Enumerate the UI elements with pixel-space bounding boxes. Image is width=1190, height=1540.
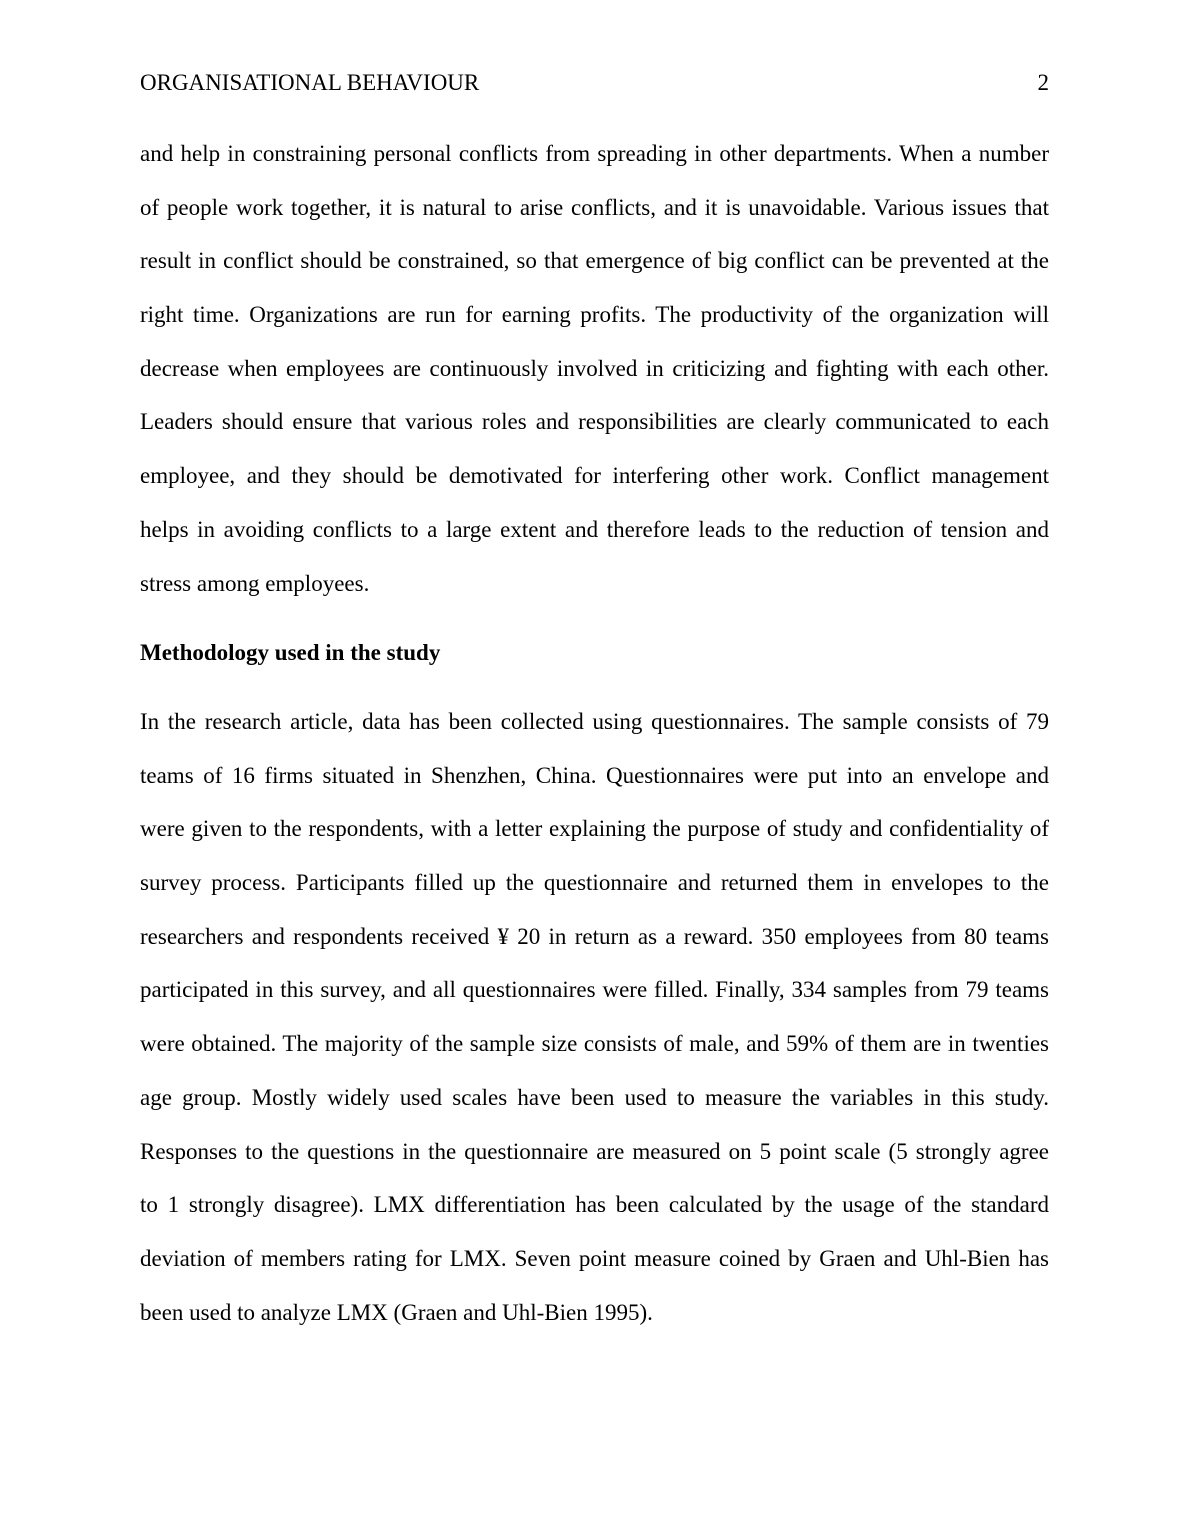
text-line: were obtained. The majority of the sample size consists of male, and 59% of them are in twenties	[140, 1031, 1049, 1057]
text-line: decrease when employees are continuously involved in criticizing and fighting with each other.	[140, 355, 1049, 381]
running-head: ORGANISATIONAL BEHAVIOUR	[140, 70, 480, 95]
text-line: result in conflict should be constrained, so that emergence of big conflict can be prevented at the	[140, 248, 1049, 274]
paragraph-methodology	[140, 707, 1049, 1351]
text-line: were given to the respondents, with a letter explaining the purpose of study and confidentiality of	[140, 816, 1049, 842]
text-line: Leaders should ensure that various roles and responsibilities are clearly communicated to each	[140, 409, 1049, 435]
text-line: deviation of members rating for LMX. Seven point measure coined by Graen and Uhl-Bien has	[140, 1245, 1049, 1271]
text-line: age group. Mostly widely used scales have been used to measure the variables in this study.	[140, 1084, 1049, 1110]
section-heading: Methodology used in the study	[140, 640, 441, 665]
text-line: and help in constraining personal conflicts from spreading in other departments. When a number	[140, 141, 1049, 166]
text-line: In the research article, data has been collected using questionnaires. The sample consists of 79	[140, 709, 1049, 734]
text-line: to 1 strongly disagree). LMX differentiation has been calculated by the usage of the standard	[140, 1192, 1049, 1218]
text-line: survey process. Participants filled up the questionnaire and returned them in envelopes to the	[140, 870, 1049, 896]
paragraph-conflict-management	[140, 139, 1049, 622]
text-line: been used to analyze LMX (Graen and Uhl-Bien 1995).	[140, 1299, 653, 1325]
page-header	[140, 70, 1049, 100]
text-line: employee, and they should be demotivated for interfering other work. Conflict management	[140, 463, 1049, 489]
text-line: participated in this survey, and all questionnaires were filled. Finally, 334 samples from 79 teams	[140, 977, 1049, 1003]
page-number: 2	[1037, 70, 1049, 95]
text-line: helps in avoiding conflicts to a large extent and therefore leads to the reduction of tension and	[140, 516, 1049, 542]
text-line: Responses to the questions in the questionnaire are measured on 5 point scale (5 strongly agree	[140, 1138, 1049, 1164]
text-line: stress among employees.	[140, 570, 370, 596]
text-line: researchers and respondents received ¥ 20 in return as a reward. 350 employees from 80 teams	[140, 923, 1049, 949]
text-line: teams of 16 firms situated in Shenzhen, China. Questionnaires were put into an envelope and	[140, 762, 1049, 788]
text-line: of people work together, it is natural to arise conflicts, and it is unavoidable. Various issues that	[140, 194, 1049, 220]
text-line: right time. Organizations are run for earning profits. The productivity of the organization will	[140, 302, 1049, 328]
